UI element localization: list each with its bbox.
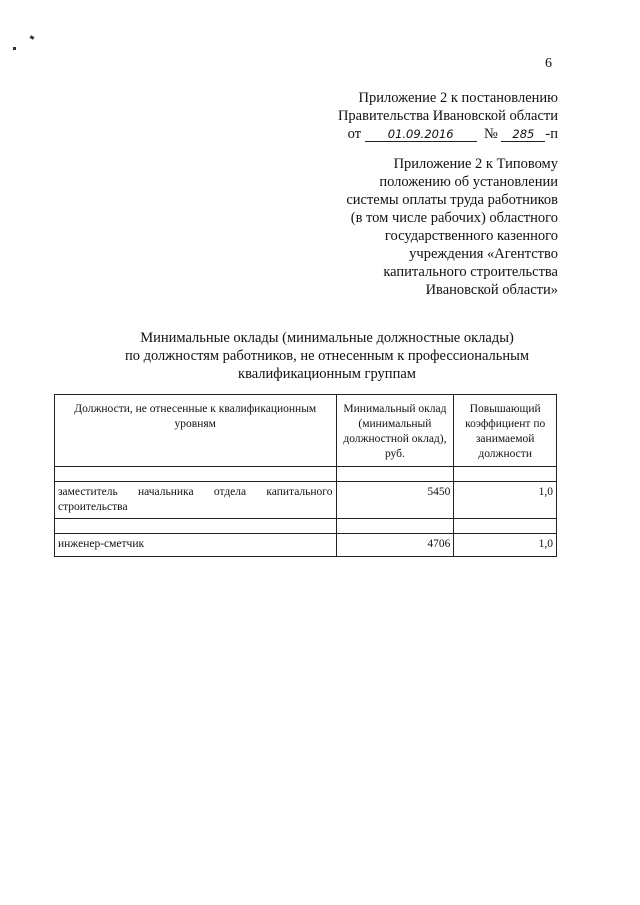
typical-line: положению об установлении [379, 174, 558, 190]
cell-position: заместитель начальника отдела капитального строительства [55, 482, 337, 519]
title-line: Минимальные оклады (минимальные должностные оклады) [140, 330, 514, 346]
date-field: 01.09.2016 [365, 127, 477, 142]
header-position: Должности, не отнесенные к квалификационным уровням [55, 395, 337, 467]
header-salary: Минимальный оклад (минимальный должностной оклад), руб. [336, 395, 454, 467]
number-field: 285 [501, 127, 545, 142]
from-label: от [347, 126, 362, 142]
cell-coefficient: 1,0 [454, 534, 557, 557]
table-row [55, 482, 557, 519]
scan-mark [30, 35, 35, 40]
typical-line: Ивановской области» [425, 282, 558, 298]
table-spacer-row [55, 519, 557, 534]
table-row [55, 534, 557, 557]
appendix-line-1: Приложение 2 к постановлению [358, 90, 558, 106]
typical-line: системы оплаты труда работников [346, 192, 558, 208]
header-coefficient: Повышающий коэффициент по занимаемой должности [454, 395, 557, 467]
cell-salary: 4706 [336, 534, 454, 557]
typical-line: Приложение 2 к Типовому [393, 156, 558, 172]
title-line: квалификационным группам [238, 366, 416, 382]
typical-line: капитального строительства [383, 264, 558, 280]
cell-position: инженер-сметчик [55, 534, 337, 557]
table-header-row [55, 395, 557, 467]
typical-line: учреждения «Агентство [409, 246, 558, 262]
title-line: по должностям работников, не отнесенным к профессиональным [124, 348, 530, 364]
typical-line: (в том числе рабочих) областного [350, 210, 558, 226]
number-label: № [483, 126, 498, 142]
typical-regulation-header [198, 155, 558, 299]
typical-line: государственного казенного [384, 228, 558, 244]
scan-mark [13, 47, 16, 50]
salary-table [54, 394, 557, 557]
cell-salary: 5450 [336, 482, 454, 519]
table-spacer-row [55, 467, 557, 482]
appendix-header [198, 89, 558, 143]
page-number: 6 [545, 56, 552, 71]
document-title [80, 329, 574, 383]
number-suffix: -п [545, 126, 558, 142]
cell-coefficient: 1,0 [454, 482, 557, 519]
appendix-line-2: Правительства Ивановской области [337, 108, 558, 124]
appendix-date-number-line [198, 125, 558, 143]
